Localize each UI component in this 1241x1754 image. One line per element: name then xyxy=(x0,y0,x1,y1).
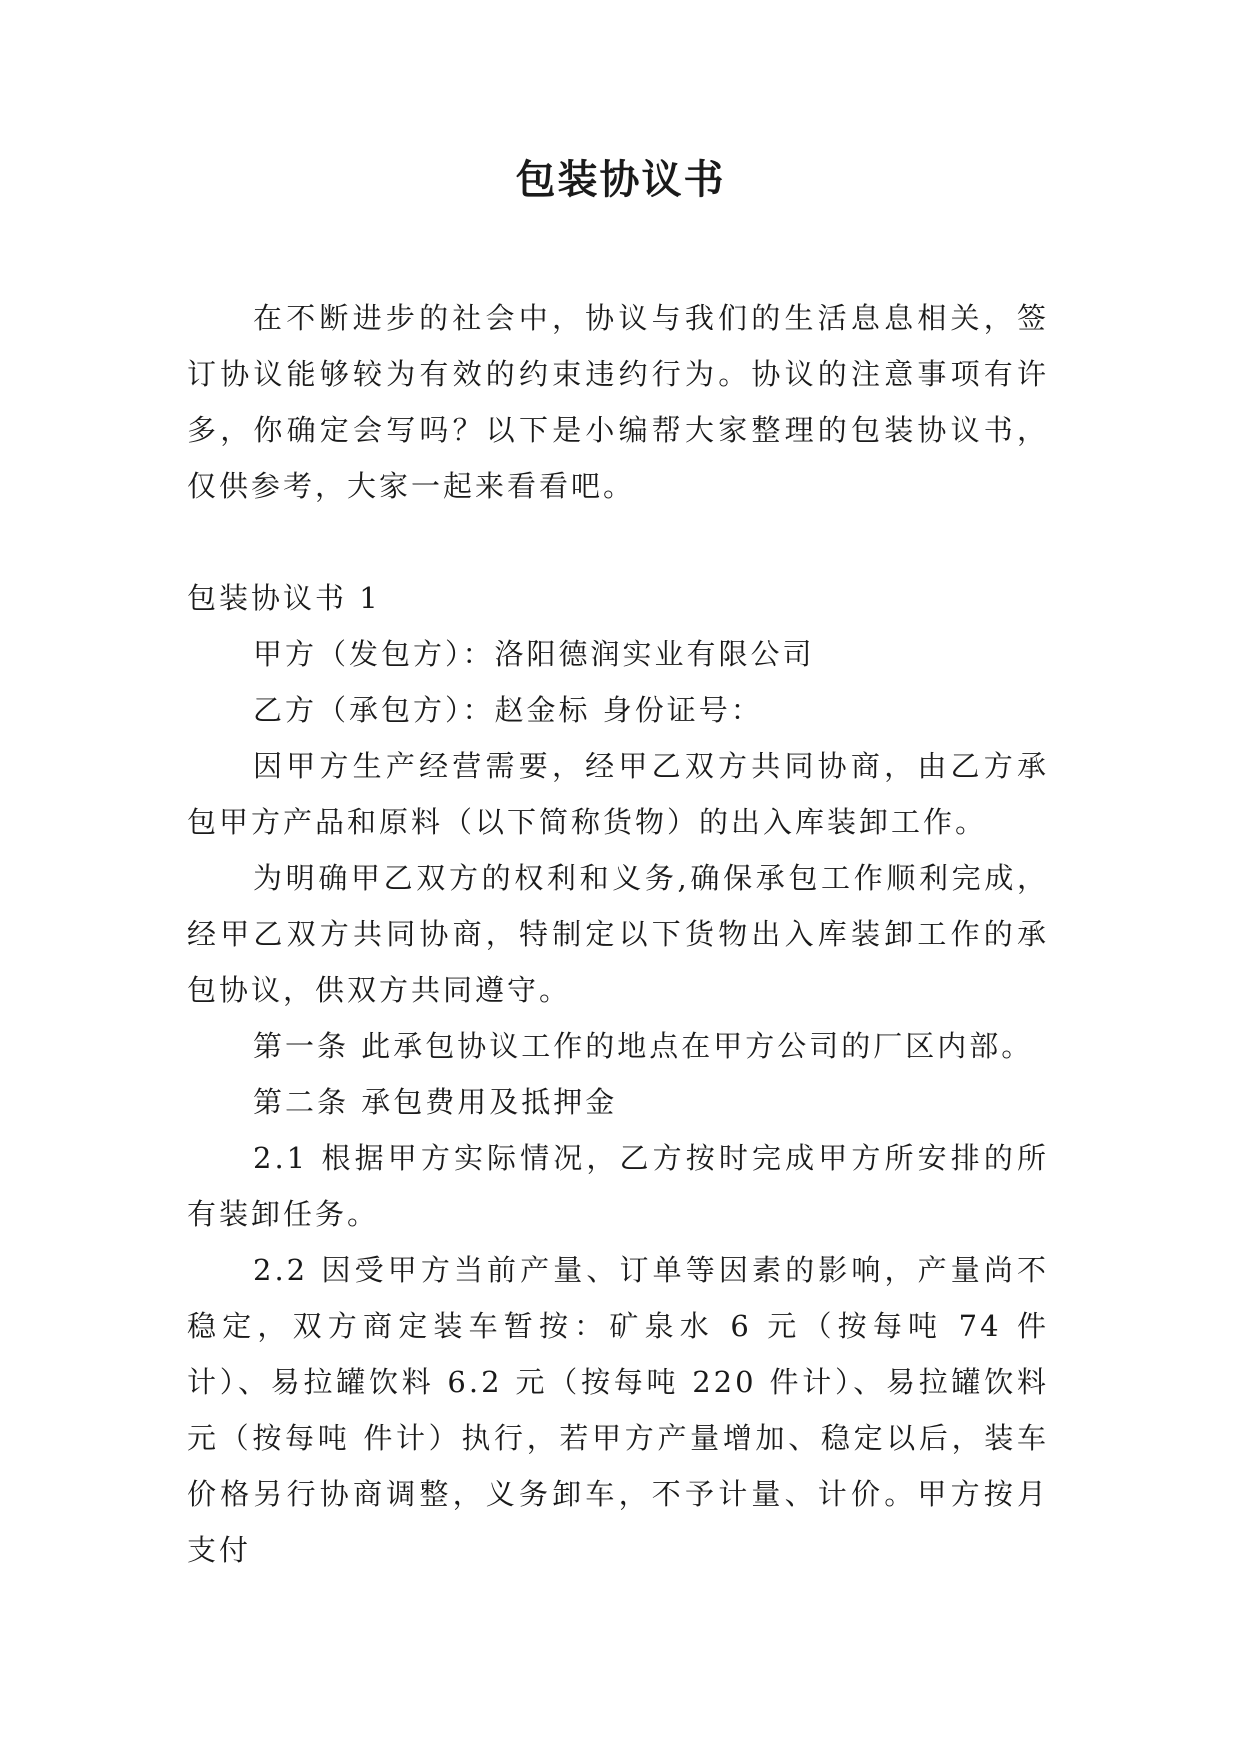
document-title: 包装协议书 xyxy=(515,156,726,203)
section-heading: 包装协议书 1 xyxy=(187,581,381,615)
paragraph: 为明确甲乙双方的权利和义务,确保承包工作顺利完成，经甲乙双方共同协商，特制定以下货物出入库装卸工作的承包协议，供双方共同遵守。 xyxy=(187,861,1049,1007)
party-b-line: 乙方（承包方）：赵金标 身份证号： xyxy=(253,693,763,727)
article-1: 第一条 此承包协议工作的地点在甲方公司的厂区内部。 xyxy=(253,1029,1034,1063)
paragraph: 因甲方生产经营需要，经甲乙双方共同协商，由乙方承包甲方产品和原料（以下简称货物）的出入库装卸工作。 xyxy=(187,749,1049,839)
intro-paragraph: 在不断进步的社会中，协议与我们的生活息息相关，签订协议能够较为有效的约束违约行为。协议的注意事项有许多，你确定会写吗？以下是小编帮大家整理的包装协议书，仅供参考，大家一起来看看吧。 xyxy=(187,301,1049,503)
clause-2-1: 2.1 根据甲方实际情况，乙方按时完成甲方所安排的所有装卸任务。 xyxy=(187,1141,1049,1231)
article-2: 第二条 承包费用及抵押金 xyxy=(253,1085,618,1119)
clause-2-2: 2.2 因受甲方当前产量、订单等因素的影响，产量尚不稳定，双方商定装车暂按：矿泉水 6 元（按每吨 74 件计）、易拉罐饮料 6.2 元（按每吨 220 件计）、易拉罐饮料 元（按每吨 件计）执行，若甲方产量增加、稳定以后，装车价格另行协商调整，义务卸车，不予计量、计价。甲方按月支付 xyxy=(187,1253,1049,1567)
document-body xyxy=(187,290,1049,1578)
party-a-line: 甲方（发包方）：洛阳德润实业有限公司 xyxy=(253,637,815,671)
